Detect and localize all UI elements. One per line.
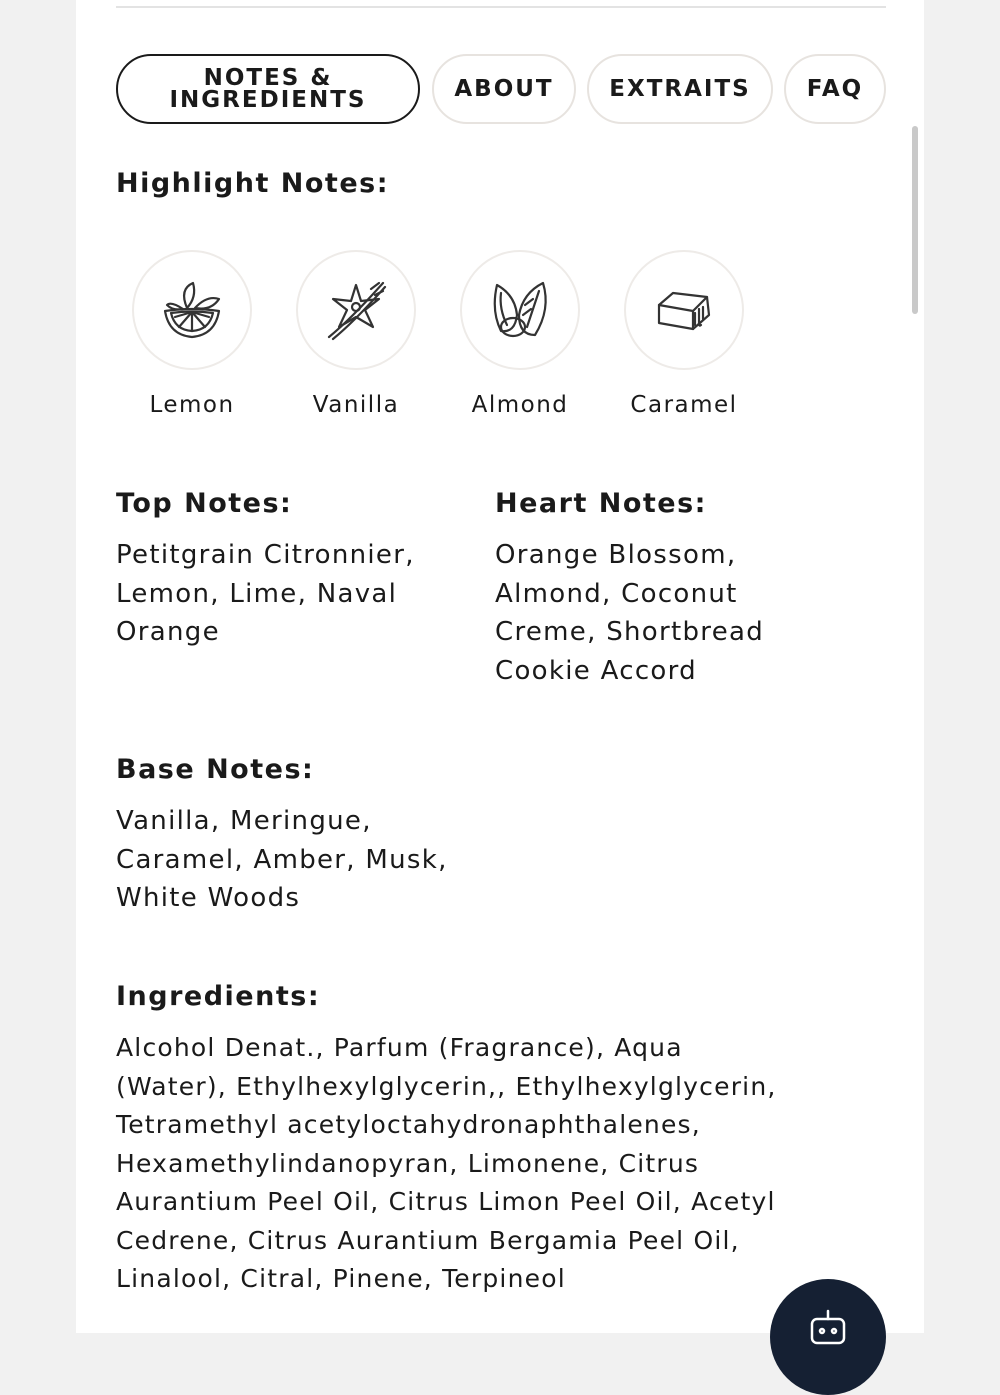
ingredients-title: Ingredients: <box>116 981 321 1012</box>
text-line: Alcohol Denat., Parfum (Fragrance), Aqua <box>116 1033 683 1062</box>
tab-label: EXTRAITS <box>609 76 751 102</box>
text-line: Aurantium Peel Oil, Citrus Limon Peel Oil, Acetyl <box>116 1187 776 1216</box>
text-line: Caramel, Amber, Musk, <box>116 844 448 875</box>
text-line: Linalool, Citral, Pinene, Terpineol <box>116 1264 566 1293</box>
note-label: Lemon <box>149 392 235 418</box>
heart-notes-title: Heart Notes: <box>495 488 707 519</box>
highlight-notes-title: Highlight Notes: <box>116 168 389 199</box>
text-line: Almond, Coconut <box>495 578 738 609</box>
tab-label-line2: INGREDIENTS <box>169 87 367 113</box>
top-notes-text <box>116 536 415 652</box>
tab-label-line1: NOTES & <box>203 65 333 91</box>
tab-about[interactable] <box>432 54 576 124</box>
heart-notes-text <box>495 536 764 690</box>
text-line: Orange Blossom, <box>495 540 737 570</box>
text-line: White Woods <box>116 883 301 913</box>
text-line: Petitgrain Citronnier, <box>116 540 415 570</box>
base-notes-text <box>116 802 448 918</box>
text-line: Orange <box>116 617 220 647</box>
tab-label: FAQ <box>806 76 864 102</box>
tab-label: ABOUT <box>454 76 554 102</box>
text-line: Cedrene, Citrus Aurantium Bergamia Peel Oil, <box>116 1225 740 1255</box>
text-line: Lemon, Lime, Naval <box>116 578 398 609</box>
divider <box>116 6 886 8</box>
vanilla-flower-icon <box>321 275 391 345</box>
tab-notes-ingredients[interactable] <box>116 54 420 124</box>
chat-button[interactable] <box>770 1279 886 1395</box>
tab-extraits[interactable] <box>587 54 773 124</box>
tab-faq[interactable] <box>784 54 886 124</box>
text-line: (Water), Ethylhexylglycerin,, Ethylhexylglycerin, <box>116 1071 777 1101</box>
note-label: Almond <box>471 392 569 418</box>
text-line: Tetramethyl acetyloctahydronaphthalenes, <box>116 1110 701 1139</box>
text-line: Hexamethylindanopyran, Limonene, Citrus <box>116 1148 700 1178</box>
scrollbar[interactable] <box>912 126 918 314</box>
almond-icon <box>485 275 555 345</box>
note-label: Vanilla <box>312 392 400 418</box>
text-line: Creme, Shortbread <box>495 617 765 647</box>
lemon-icon <box>157 275 227 345</box>
caramel-icon <box>649 275 719 345</box>
text-line: Vanilla, Meringue, <box>116 806 372 836</box>
ingredients-text <box>116 1029 777 1299</box>
text-line: Cookie Accord <box>495 655 697 686</box>
top-notes-title: Top Notes: <box>116 488 293 519</box>
chat-bot-icon <box>806 1307 850 1347</box>
base-notes-title: Base Notes: <box>116 754 315 785</box>
note-label: Caramel <box>630 392 738 418</box>
